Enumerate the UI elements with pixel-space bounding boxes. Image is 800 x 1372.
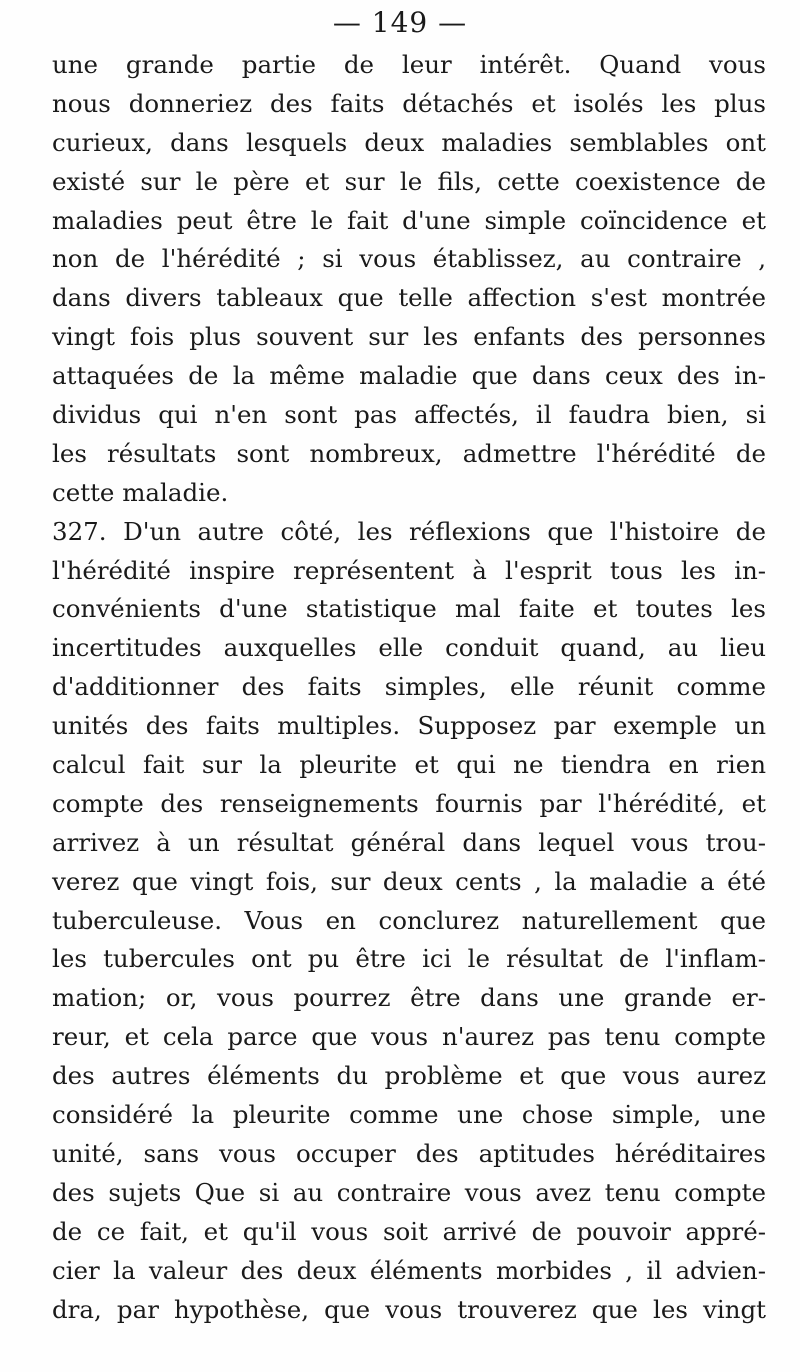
page-number: — 149 — — [332, 6, 468, 39]
text-line: attaquées de la même maladie que dans ceux des in- — [52, 361, 766, 391]
text-line: mation; or, vous pourrez être dans une grande er- — [52, 983, 766, 1013]
text-line: une grande partie de leur intérêt. Quand vous — [52, 50, 766, 79]
text-line: curieux, dans lesquels deux maladies semblables ont — [52, 127, 766, 157]
text-line: les tubercules ont pu être ici le résultat de l'inflam- — [52, 944, 766, 974]
text-line: tuberculeuse. Vous en conclurez naturellement que — [52, 905, 766, 935]
text-line: dans divers tableaux que telle affection s'est montrée — [52, 283, 766, 313]
text-line: de ce fait, et qu'il vous soit arrivé de pouvoir appré- — [52, 1216, 766, 1246]
paragraph-end-line: cette maladie. — [52, 477, 229, 507]
text-line: considéré la pleurite comme une chose simple, une — [52, 1100, 766, 1130]
text-line: unité, sans vous occuper des aptitudes héréditaires — [52, 1138, 766, 1168]
text-line: des autres éléments du problème et que vous aurez — [52, 1061, 766, 1091]
text-line: des sujets Que si au contraire vous avez tenu compte — [52, 1177, 766, 1207]
text-line: les résultats sont nombreux, admettre l'hérédité de — [52, 438, 766, 468]
text-line: incertitudes auxquelles elle conduit quand, au lieu — [52, 633, 766, 663]
text-line: existé sur le père et sur le fils, cette coexistence de — [52, 166, 766, 196]
text-line: compte des renseignements fournis par l'hérédité, et — [52, 788, 766, 818]
text-line: dividus qui n'en sont pas affectés, il faudra bien, si — [52, 400, 766, 430]
body-text — [52, 46, 766, 1329]
text-line: non de l'hérédité ; si vous établissez, au contraire , — [52, 244, 766, 274]
text-line: l'hérédité inspire représentent à l'esprit tous les in- — [52, 555, 766, 585]
text-line: calcul fait sur la pleurite et qui ne tiendra en rien — [52, 750, 766, 780]
text-line: vingt fois plus souvent sur les enfants des personnes — [52, 322, 766, 352]
text-line: arrivez à un résultat général dans lequel vous trou- — [52, 827, 766, 857]
text-line: maladies peut être le fait d'une simple coïncidence et — [52, 205, 766, 235]
text-line: nous donneriez des faits détachés et isolés les plus — [52, 88, 766, 118]
text-line: reur, et cela parce que vous n'aurez pas tenu compte — [52, 1022, 766, 1052]
text-line: verez que vingt fois, sur deux cents , la maladie a été — [52, 866, 766, 896]
text-line: dra, par hypothèse, que vous trouverez que les vingt — [52, 1294, 766, 1324]
text-line: cier la valeur des deux éléments morbides , il advien- — [52, 1255, 766, 1285]
text-line: unités des faits multiples. Supposez par exemple un — [52, 711, 766, 741]
text-line: d'additionner des faits simples, elle réunit comme — [52, 672, 766, 702]
text-line: convénients d'une statistique mal faite et toutes les — [52, 594, 766, 624]
section-start-line: 327. D'un autre côté, les réflexions que l'histoire de — [52, 516, 766, 546]
